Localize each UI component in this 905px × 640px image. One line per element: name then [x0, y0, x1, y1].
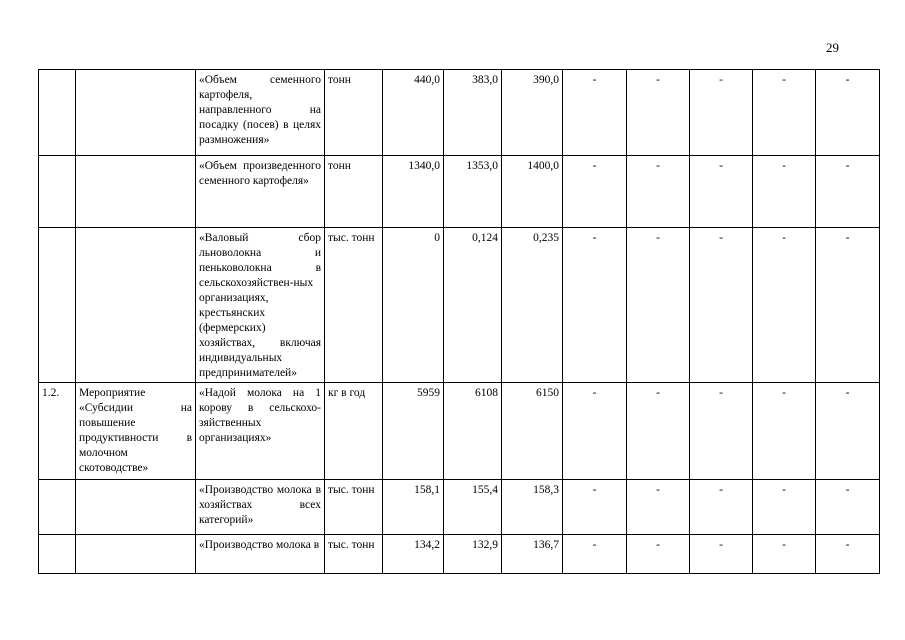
measure-cell: [76, 70, 196, 156]
row-number: [39, 535, 76, 574]
row-number: [39, 156, 76, 228]
empty-value-cell: -: [753, 480, 816, 535]
empty-value-cell: -: [563, 228, 627, 383]
empty-value-cell: -: [627, 535, 690, 574]
empty-value-cell: -: [563, 70, 627, 156]
value-cell: 158,1: [383, 480, 444, 535]
value-cell: 1340,0: [383, 156, 444, 228]
empty-value-cell: -: [816, 383, 880, 480]
table-row: [39, 228, 880, 383]
value-cell: 0,124: [444, 228, 502, 383]
value-cell: 440,0: [383, 70, 444, 156]
indicator-cell: «Надой молока на 1 корову в сельскохо-зяйственных организациях»: [196, 383, 325, 480]
indicator-cell: «Производство молока в хозяйствах всех категорий»: [196, 480, 325, 535]
empty-value-cell: -: [690, 156, 753, 228]
empty-value-cell: -: [627, 383, 690, 480]
empty-value-cell: -: [563, 535, 627, 574]
empty-value-cell: -: [627, 480, 690, 535]
table-row: [39, 156, 880, 228]
value-cell: 383,0: [444, 70, 502, 156]
empty-value-cell: -: [816, 70, 880, 156]
value-cell: 155,4: [444, 480, 502, 535]
value-cell: 0: [383, 228, 444, 383]
unit-cell: тыс. тонн: [325, 228, 383, 383]
empty-value-cell: -: [753, 70, 816, 156]
table-row: [39, 383, 880, 480]
measure-cell: Мероприятие «Субсидии на повышение продуктивности в молочном скотоводстве»: [76, 383, 196, 480]
value-cell: 6108: [444, 383, 502, 480]
indicator-cell: «Валовый сбор льноволокна и пеньковолокна в сельскохозяйствен-ных организациях, крестьянских (фермерских) хозяйствах, включая индивидуальных предпринимателей»: [196, 228, 325, 383]
empty-value-cell: -: [690, 535, 753, 574]
measure-cell: [76, 535, 196, 574]
value-cell: 158,3: [502, 480, 563, 535]
row-number: [39, 228, 76, 383]
indicator-cell: «Производство молока в: [196, 535, 325, 574]
empty-value-cell: -: [753, 156, 816, 228]
measure-cell: [76, 228, 196, 383]
empty-value-cell: -: [627, 228, 690, 383]
value-cell: 1353,0: [444, 156, 502, 228]
row-number: [39, 70, 76, 156]
row-number: [39, 480, 76, 535]
empty-value-cell: -: [816, 228, 880, 383]
empty-value-cell: -: [627, 70, 690, 156]
empty-value-cell: -: [690, 480, 753, 535]
value-cell: 6150: [502, 383, 563, 480]
empty-value-cell: -: [690, 228, 753, 383]
unit-cell: тонн: [325, 156, 383, 228]
empty-value-cell: -: [753, 383, 816, 480]
empty-value-cell: -: [563, 480, 627, 535]
empty-value-cell: -: [816, 156, 880, 228]
value-cell: 136,7: [502, 535, 563, 574]
empty-value-cell: -: [690, 383, 753, 480]
table-row: [39, 535, 880, 574]
row-number: 1.2.: [39, 383, 76, 480]
indicator-cell: «Объем произведенного семенного картофеля»: [196, 156, 325, 228]
empty-value-cell: -: [816, 480, 880, 535]
table-row: [39, 70, 880, 156]
empty-value-cell: -: [627, 156, 690, 228]
unit-cell: тыс. тонн: [325, 480, 383, 535]
table-row: [39, 480, 880, 535]
empty-value-cell: -: [753, 535, 816, 574]
indicator-cell: «Объем семенного картофеля, направленного на посадку (посев) в целях размножения»: [196, 70, 325, 156]
value-cell: 5959: [383, 383, 444, 480]
page-number: 29: [826, 40, 839, 55]
measure-cell: [76, 156, 196, 228]
indicators-table: [38, 69, 880, 574]
empty-value-cell: -: [563, 383, 627, 480]
measure-cell: [76, 480, 196, 535]
unit-cell: тонн: [325, 70, 383, 156]
value-cell: 390,0: [502, 70, 563, 156]
unit-cell: тыс. тонн: [325, 535, 383, 574]
value-cell: 132,9: [444, 535, 502, 574]
unit-cell: кг в год: [325, 383, 383, 480]
empty-value-cell: -: [816, 535, 880, 574]
empty-value-cell: -: [753, 228, 816, 383]
empty-value-cell: -: [563, 156, 627, 228]
value-cell: 0,235: [502, 228, 563, 383]
value-cell: 1400,0: [502, 156, 563, 228]
value-cell: 134,2: [383, 535, 444, 574]
empty-value-cell: -: [690, 70, 753, 156]
